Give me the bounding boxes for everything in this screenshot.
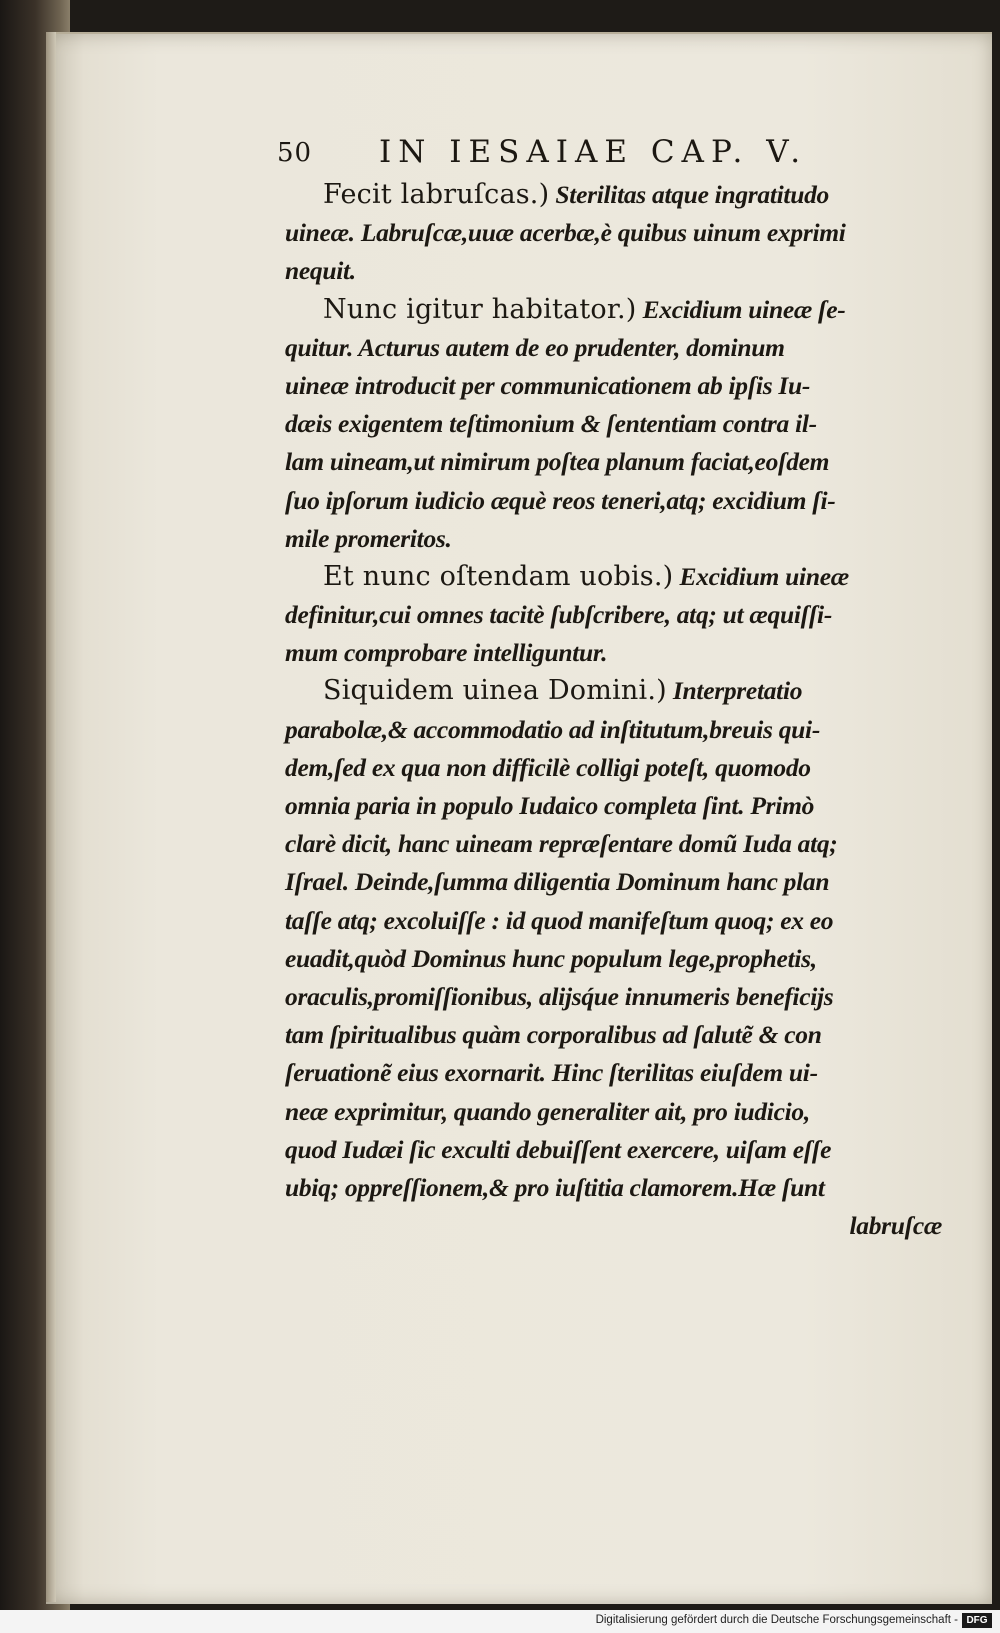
text-line bbox=[285, 902, 950, 940]
text-line bbox=[285, 367, 950, 405]
commentary-text: dem,ſed ex qua non difficilè colligi poteſt, quomodo bbox=[285, 752, 811, 782]
dfg-logo: DFG bbox=[962, 1613, 992, 1628]
running-head: IN IESAIAE CAP. V. bbox=[379, 134, 808, 170]
text-line bbox=[285, 1093, 950, 1131]
lemma-heading: Nunc igitur habitator.) bbox=[323, 293, 637, 325]
text-line bbox=[285, 214, 950, 252]
text-line bbox=[285, 443, 950, 481]
lemma-heading: Fecit labruſcas.) bbox=[323, 179, 550, 210]
page-header bbox=[277, 134, 950, 176]
commentary-text: definitur,cui omnes tacitè ſubſcribere, atq; ut æquiſſi- bbox=[285, 600, 833, 630]
text-line bbox=[285, 176, 950, 214]
page-number: 50 bbox=[277, 138, 313, 168]
commentary-text: ſuo ipſorum iudicio æquè reos teneri,atq; excidium ſi- bbox=[285, 485, 836, 515]
lemma-heading: Siquidem uinea Domini.) bbox=[323, 675, 667, 707]
text-line bbox=[285, 863, 950, 901]
commentary-text: oraculis,promiſſionibus, alijsq́ue innumeris beneficijs bbox=[285, 981, 834, 1011]
commentary-text: ubiq; oppreſſionem,& pro iuſtitia clamorem.Hæ ſunt bbox=[285, 1172, 825, 1202]
commentary-text: parabolæ,& accommodatio ad inſtitutum,breuis qui- bbox=[285, 714, 821, 744]
text-line bbox=[285, 1054, 950, 1092]
text-line bbox=[285, 787, 950, 825]
text-line bbox=[285, 1169, 950, 1207]
commentary-text: Excidium uineæ bbox=[673, 561, 849, 591]
commentary-text: euadit,quòd Dominus hunc populum lege,prophetis, bbox=[285, 943, 817, 973]
commentary-text: nequit. bbox=[285, 256, 356, 286]
page-gutter bbox=[46, 32, 56, 1602]
lemma-heading: Et nunc oſtendam uobis.) bbox=[323, 560, 674, 592]
commentary-text: Iſrael. Deinde,ſumma diligentia Dominum hanc plan bbox=[285, 867, 830, 897]
commentary-text: mum comprobare intelliguntur. bbox=[285, 638, 608, 668]
commentary-text: Sterilitas atque ingratitudo bbox=[549, 180, 829, 209]
commentary-text: mile promeritos. bbox=[285, 523, 452, 553]
text-line bbox=[285, 978, 950, 1016]
text-line bbox=[285, 711, 950, 749]
text-line bbox=[285, 252, 950, 290]
commentary-text: uineæ introducit per communicationem ab ipſis Iu- bbox=[285, 370, 811, 400]
text-line bbox=[285, 329, 950, 367]
text-line bbox=[285, 520, 950, 558]
commentary-text: Interpretatio bbox=[666, 676, 803, 706]
text-line bbox=[285, 749, 950, 787]
commentary-text: omnia paria in populo Iudaico completa ſint. Primò bbox=[285, 791, 815, 820]
commentary-text: quod Iudæi ſic exculti debuiſſent exercere, uiſam eſſe bbox=[285, 1134, 832, 1164]
text-lines bbox=[285, 176, 950, 1207]
text-line bbox=[285, 1016, 950, 1054]
commentary-text: taſſe atq; excoluiſſe : id quod manifeſtum quoq; ex eo bbox=[285, 905, 834, 935]
digitization-credit: Digitalisierung gefördert durch die Deutsche Forschungsgemeinschaft - bbox=[595, 1614, 958, 1626]
commentary-text: Excidium uineæ ſe- bbox=[636, 294, 846, 324]
commentary-text: quitur. Acturus autem de eo prudenter, dominum bbox=[285, 332, 785, 362]
text-line bbox=[285, 405, 950, 443]
text-line bbox=[285, 672, 950, 710]
commentary-text: lam uineam,ut nimirum poſtea planum faciat,eoſdem bbox=[285, 447, 830, 477]
text-line bbox=[285, 940, 950, 978]
text-line bbox=[285, 291, 950, 329]
commentary-text: neæ exprimitur, quando generaliter ait, pro iudicio, bbox=[285, 1096, 810, 1126]
text-line bbox=[285, 825, 950, 863]
text-line bbox=[285, 1131, 950, 1169]
text-line bbox=[285, 596, 950, 634]
commentary-text: clarè dicit, hanc uineam repræſentare domũ Iuda atq; bbox=[285, 829, 838, 859]
commentary-text: ſeruationẽ eius exornarit. Hinc ſterilitas eiuſdem ui- bbox=[285, 1058, 818, 1088]
text-line bbox=[285, 558, 950, 596]
text-line bbox=[285, 482, 950, 520]
commentary-text: uineæ. Labruſcæ,uuæ acerbæ,è quibus uinum exprimi bbox=[285, 218, 846, 248]
commentary-text: tam ſpiritualibus quàm corporalibus ad ſalutẽ & con bbox=[285, 1020, 822, 1050]
catchword: labruſcæ bbox=[849, 1211, 942, 1241]
commentary-text: dæis exigentem teſtimonium & ſententiam contra il- bbox=[285, 409, 817, 439]
page-text-block bbox=[277, 134, 950, 1245]
text-line bbox=[285, 634, 950, 672]
